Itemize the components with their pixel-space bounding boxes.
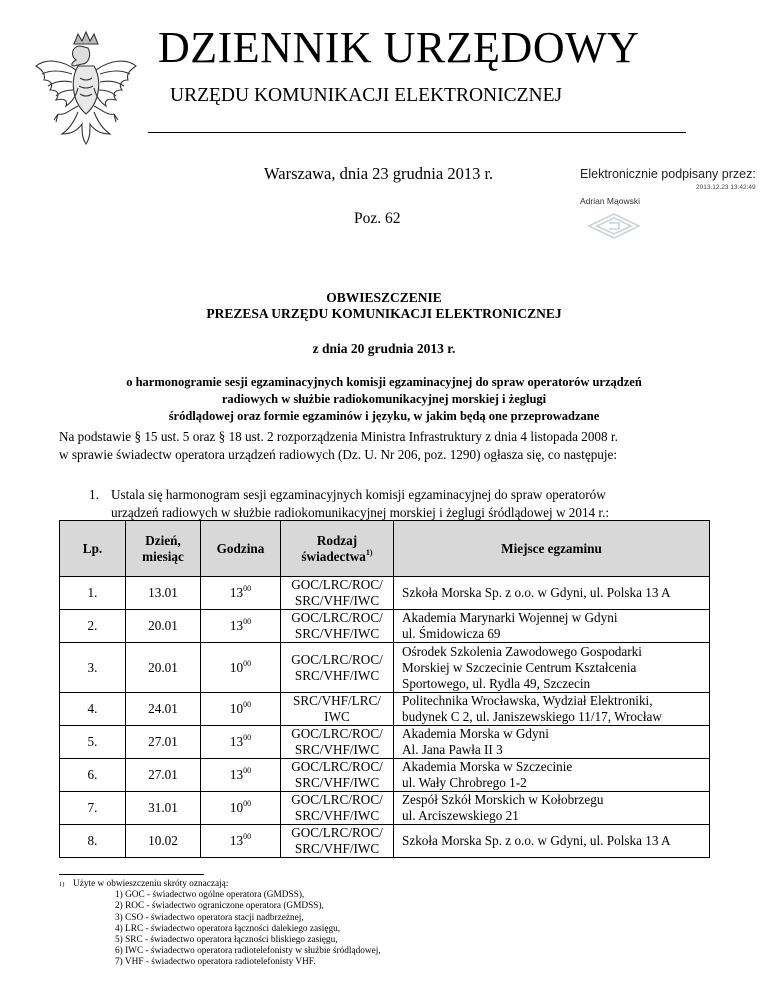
doc-subject-line: o harmonogramie sesji egzaminacyjnych komisji egzaminacyjnej do spraw operatorów urządzeń bbox=[126, 375, 642, 389]
footnote-divider bbox=[59, 874, 204, 875]
table-row bbox=[60, 825, 710, 858]
footnote-marker: 1) bbox=[59, 881, 65, 888]
cell-lp: 8. bbox=[60, 825, 126, 858]
doc-subject-line: radiowych w służbie radiokomunikacyjnej morskiej i żeglugi bbox=[221, 392, 547, 406]
cell-lp: 1. bbox=[60, 577, 126, 610]
cell-time: $13^{00}$ bbox=[201, 726, 281, 759]
footnote-item: 3) CSO - świadectwo operatora stacji nadbrzeżnej, bbox=[115, 912, 304, 923]
cell-date: 20.01 bbox=[126, 610, 201, 643]
cell-date: 24.01 bbox=[126, 693, 201, 726]
cell-date: 27.01 bbox=[126, 759, 201, 792]
cell-lp: 4. bbox=[60, 693, 126, 726]
table-row bbox=[60, 577, 710, 610]
legal-basis-line: Na podstawie § 15 ust. 5 oraz § 18 ust. 2 rozporządzenia Ministra Infrastruktury z dnia 4 listopada 2008 r. bbox=[59, 429, 618, 444]
cell-certificate-type: SRC/VHF/LRC/ IWC bbox=[281, 693, 394, 726]
doc-heading-issuer: PREZESA URZĘDU KOMUNIKACJI ELEKTRONICZNEJ bbox=[206, 306, 562, 321]
cell-certificate-type: GOC/LRC/ROC/ SRC/VHF/IWC bbox=[281, 643, 394, 693]
legal-basis-paragraph bbox=[59, 428, 618, 463]
doc-subject bbox=[0, 374, 768, 425]
cell-exam-location: Zespół Szkół Morskich w Kołobrzegu ul. Arciszewskiego 21 bbox=[394, 792, 710, 825]
footnote-heading: 1) Użyte w obwieszczeniu skróty oznaczają: bbox=[59, 879, 229, 889]
masthead-divider bbox=[148, 132, 686, 133]
cell-lp: 5. bbox=[60, 726, 126, 759]
cell-exam-location: Ośrodek Szkolenia Zawodowego Gospodarki Morskiej w Szczecinie Centrum Kształcenia Sportowego, ul. Rydla 49, Szczecin bbox=[394, 643, 710, 693]
footnote-ref: 1) bbox=[365, 547, 373, 557]
header-certificate-type: Rodzaj świadectwa$^{1)}$ bbox=[281, 521, 394, 577]
doc-subject-line: śródlądowej oraz formie egzaminów i języku, w jakim będą one przeprowadzane bbox=[168, 409, 600, 423]
item-text-line: Ustala się harmonogram sesji egzaminacyjnych komisji egzaminacyjnej do spraw operatorów bbox=[111, 487, 606, 502]
polish-eagle-icon bbox=[32, 30, 140, 150]
doc-heading-date: z dnia 20 grudnia 2013 r. bbox=[312, 341, 456, 356]
cell-exam-location: Akademia Morska w Szczecinie ul. Wały Chrobrego 1-2 bbox=[394, 759, 710, 792]
doc-heading-title: OBWIESZCZENIE bbox=[326, 290, 442, 305]
header-exam-location: Miejsce egzaminu bbox=[394, 521, 710, 577]
footnote-item: 4) LRC - świadectwo operatora łączności dalekiego zasięgu, bbox=[115, 923, 341, 934]
cell-exam-location: Akademia Morska w Gdyni Al. Jana Pawła II 3 bbox=[394, 726, 710, 759]
footnote-item: 5) SRC - świadectwo operatora łączności bliskiego zasięgu, bbox=[115, 935, 338, 946]
signature-title: Elektronicznie podpisany przez: bbox=[580, 167, 756, 181]
position-number: Poz. 62 bbox=[354, 210, 401, 227]
table-row bbox=[60, 759, 710, 792]
cell-date: 13.01 bbox=[126, 577, 201, 610]
legal-basis-line: w sprawie świadectw operatora urządzeń radiowych (Dz. U. Nr 206, poz. 1290) ogłasza się, co następuje: bbox=[59, 446, 618, 462]
cell-lp: 2. bbox=[60, 610, 126, 643]
footnotes bbox=[59, 879, 381, 969]
cell-lp: 7. bbox=[60, 792, 126, 825]
signature-timestamp: 2013.12.23 13:42:49 bbox=[696, 184, 756, 191]
table-row bbox=[60, 792, 710, 825]
exam-schedule-table bbox=[59, 520, 710, 858]
header-day-month: Dzień, miesiąc bbox=[126, 521, 201, 577]
table-row bbox=[60, 610, 710, 643]
cell-time: $10^{00}$ bbox=[201, 643, 281, 693]
cell-exam-location: Politechnika Wrocławska, Wydział Elektroniki, budynek C 2, ul. Janiszewskiego 11/17, Wrocław bbox=[394, 693, 710, 726]
signature-signer: Adrian Mąowski bbox=[580, 196, 640, 206]
cell-certificate-type: GOC/LRC/ROC/ SRC/VHF/IWC bbox=[281, 577, 394, 610]
masthead-subtitle: URZĘDU KOMUNIKACJI ELEKTRONICZNEJ bbox=[170, 85, 563, 106]
footnote-item: 6) IWC - świadectwo operatora radiotelefonisty w służbie śródlądowej, bbox=[115, 946, 381, 957]
footnote-item: 2) ROC - świadectwo ograniczone operatora (GMDSS), bbox=[115, 901, 324, 912]
cell-date: 31.01 bbox=[126, 792, 201, 825]
table-header-row bbox=[60, 521, 710, 577]
item-text-line: urządzeń radiowych w służbie radiokomunikacyjnej morskiej i żeglugi śródlądowej w 2014 r.: bbox=[111, 504, 610, 520]
table-row bbox=[60, 643, 710, 693]
cell-time: $13^{00}$ bbox=[201, 577, 281, 610]
footnote-item: 7) VHF - świadectwo operatora radiotelefonisty VHF. bbox=[115, 957, 316, 968]
cell-lp: 3. bbox=[60, 643, 126, 693]
footnote-item: 1) GOC - świadectwo ogólne operatora (GMDSS), bbox=[115, 890, 305, 901]
cell-exam-location: Szkoła Morska Sp. z o.o. w Gdyni, ul. Polska 13 A bbox=[394, 825, 710, 858]
cell-date: 10.02 bbox=[126, 825, 201, 858]
item-number: 1. bbox=[89, 487, 99, 502]
date-line: Warszawa, dnia 23 grudnia 2013 r. bbox=[264, 164, 494, 183]
cell-certificate-type: GOC/LRC/ROC/ SRC/VHF/IWC bbox=[281, 759, 394, 792]
cell-time: $13^{00}$ bbox=[201, 610, 281, 643]
table-row bbox=[60, 726, 710, 759]
table-row bbox=[60, 693, 710, 726]
cell-exam-location: Szkoła Morska Sp. z o.o. w Gdyni, ul. Polska 13 A bbox=[394, 577, 710, 610]
cell-exam-location: Akademia Marynarki Wojennej w Gdyni ul. Śmidowicza 69 bbox=[394, 610, 710, 643]
cell-date: 27.01 bbox=[126, 726, 201, 759]
cell-certificate-type: GOC/LRC/ROC/ SRC/VHF/IWC bbox=[281, 792, 394, 825]
cell-lp: 6. bbox=[60, 759, 126, 792]
masthead-title: DZIENNIK URZĘDOWY bbox=[158, 23, 640, 72]
cell-certificate-type: GOC/LRC/ROC/ SRC/VHF/IWC bbox=[281, 825, 394, 858]
header-lp: Lp. bbox=[60, 521, 126, 577]
cell-time: $13^{00}$ bbox=[201, 825, 281, 858]
cell-time: $13^{00}$ bbox=[201, 759, 281, 792]
cell-time: $10^{00}$ bbox=[201, 792, 281, 825]
cell-date: 20.01 bbox=[126, 643, 201, 693]
cell-certificate-type: GOC/LRC/ROC/ SRC/VHF/IWC bbox=[281, 726, 394, 759]
cell-time: $10^{00}$ bbox=[201, 693, 281, 726]
signature-logo-icon bbox=[585, 212, 643, 240]
cell-certificate-type: GOC/LRC/ROC/ SRC/VHF/IWC bbox=[281, 610, 394, 643]
header-time: Godzina bbox=[201, 521, 281, 577]
